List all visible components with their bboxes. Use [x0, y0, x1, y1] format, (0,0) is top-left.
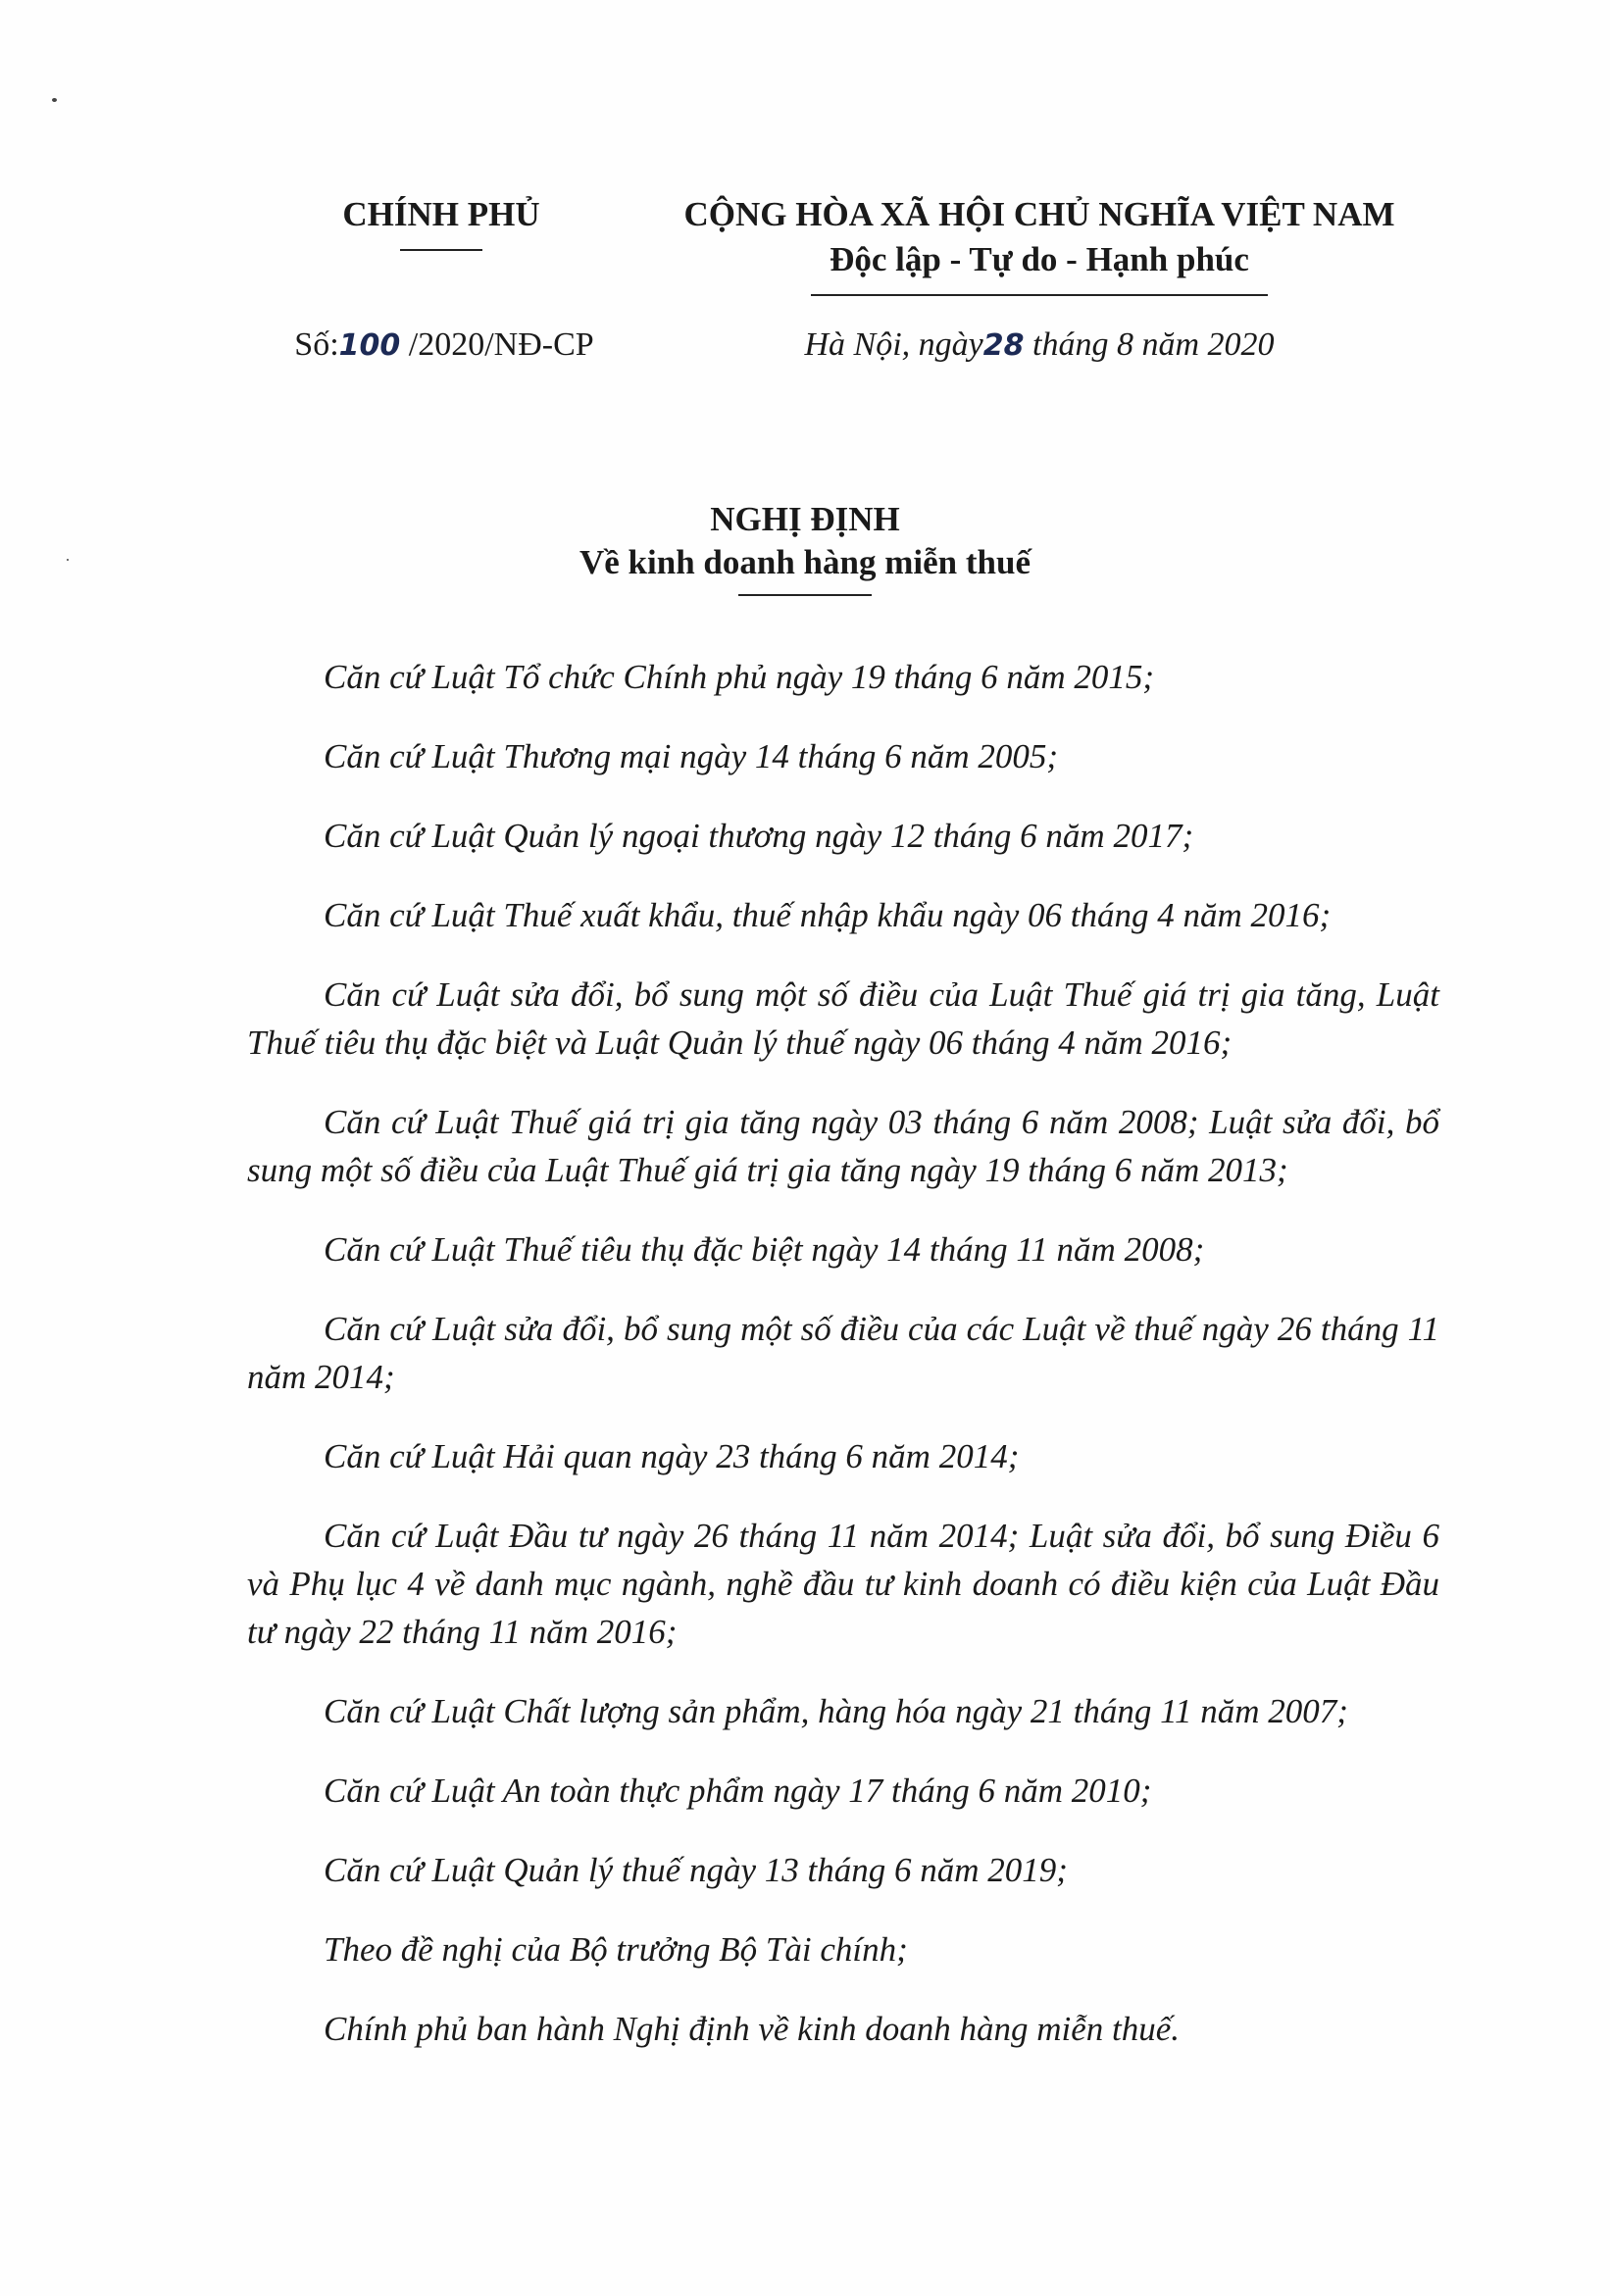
- enactment-statement: Chính phủ ban hành Nghị định về kinh doanh hàng miễn thuế.: [324, 2010, 1180, 2048]
- handwritten-number: 100: [338, 328, 401, 363]
- document-title-block: [0, 498, 1610, 596]
- legal-basis-list: [247, 653, 1439, 2084]
- document-number: [282, 326, 606, 364]
- national-motto: Độc lập - Tự do - Hạnh phúc: [830, 240, 1249, 278]
- authority-underline: [400, 249, 482, 251]
- place-date-suffix: tháng 8 năm 2020: [1024, 326, 1275, 363]
- title-underline: [738, 594, 872, 596]
- legal-basis-item: Căn cứ Luật Chất lượng sản phẩm, hàng hóa ngày 21 tháng 11 năm 2007;: [324, 1692, 1348, 1730]
- legal-basis-item: Căn cứ Luật Tổ chức Chính phủ ngày 19 tháng 6 năm 2015;: [324, 658, 1155, 696]
- legal-basis-item: Căn cứ Luật Quản lý ngoại thương ngày 12 tháng 6 năm 2017;: [324, 817, 1194, 855]
- legal-basis-item: Căn cứ Luật Thuế giá trị gia tăng ngày 03 tháng 6 năm 2008; Luật sửa đổi, bổ sung một số điều của Luật Thuế giá trị gia tăng ngày 19 tháng 6 năm 2013;: [247, 1103, 1439, 1189]
- legal-basis-item: Căn cứ Luật sửa đổi, bổ sung một số điều của Luật Thuế giá trị gia tăng, Luật Thuế tiêu thụ đặc biệt và Luật Quản lý thuế ngày 06 tháng 4 năm 2016;: [247, 975, 1439, 1062]
- doc-number-suffix: /2020/NĐ-CP: [400, 326, 594, 363]
- document-subtitle: Về kinh doanh hàng miễn thuế: [579, 543, 1031, 581]
- country-name: CỘNG HÒA XÃ HỘI CHỦ NGHĨA VIỆT NAM: [683, 195, 1395, 233]
- national-header: [647, 192, 1432, 296]
- place-date-prefix: Hà Nội, ngày: [804, 326, 983, 363]
- legal-basis-item: Căn cứ Luật Đầu tư ngày 26 tháng 11 năm 2014; Luật sửa đổi, bổ sung Điều 6 và Phụ lục 4 về danh mục ngành, nghề đầu tư kinh doanh có điều kiện của Luật Đầu tư ngày 22 tháng 11 năm 2016;: [247, 1517, 1439, 1651]
- legal-basis-item: Căn cứ Luật Quản lý thuế ngày 13 tháng 6 năm 2019;: [324, 1851, 1068, 1889]
- motto-underline: [811, 294, 1268, 296]
- legal-basis-item: Căn cứ Luật Thuế tiêu thụ đặc biệt ngày 14 tháng 11 năm 2008;: [324, 1230, 1205, 1269]
- legal-basis-item: Căn cứ Luật sửa đổi, bổ sung một số điều của các Luật về thuế ngày 26 tháng 11 năm 2014;: [247, 1310, 1439, 1396]
- legal-basis-item: Căn cứ Luật Thuế xuất khẩu, thuế nhập khẩu ngày 06 tháng 4 năm 2016;: [324, 896, 1332, 934]
- doc-number-prefix: Số:: [294, 326, 339, 363]
- handwritten-day: 28: [982, 328, 1025, 363]
- legal-basis-item: Căn cứ Luật Thương mại ngày 14 tháng 6 năm 2005;: [324, 737, 1059, 775]
- scan-speck: [52, 98, 57, 102]
- proposal-statement: Theo đề nghị của Bộ trưởng Bộ Tài chính;: [324, 1930, 908, 1969]
- document-title: NGHỊ ĐỊNH: [710, 500, 900, 538]
- place-and-date: [647, 326, 1432, 364]
- organization-name: CHÍNH PHỦ: [342, 195, 540, 233]
- legal-basis-item: Căn cứ Luật An toàn thực phẩm ngày 17 tháng 6 năm 2010;: [324, 1772, 1152, 1810]
- legal-basis-item: Căn cứ Luật Hải quan ngày 23 tháng 6 năm 2014;: [324, 1437, 1020, 1475]
- issuing-authority: [294, 192, 588, 251]
